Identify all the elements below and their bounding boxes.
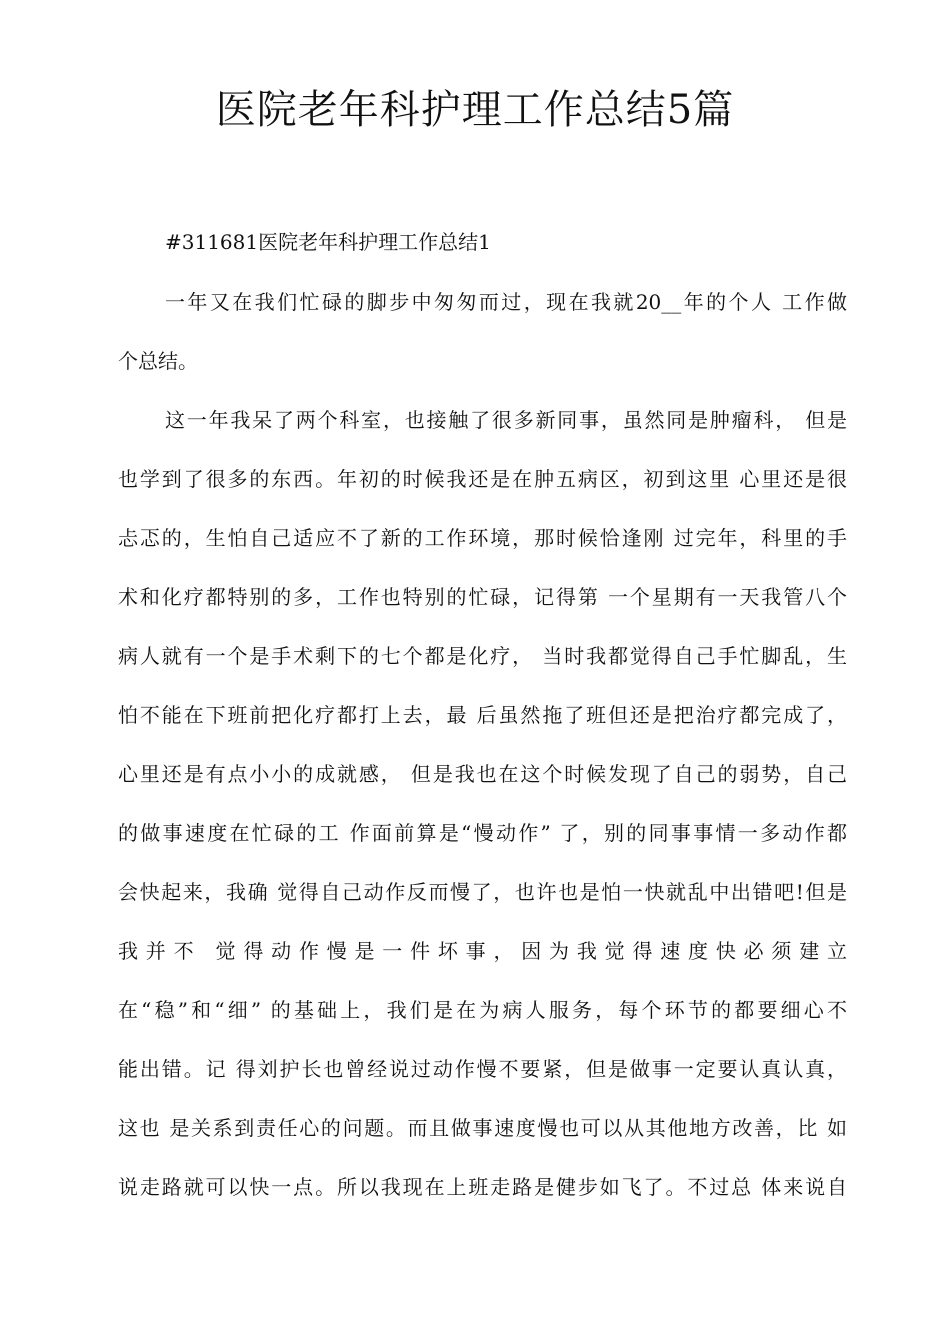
paragraph-line: 在“稳”和“细” 的基础上，我们是在为病人服务，每个环节的都要细心不 (118, 998, 847, 1022)
paragraph-line: 心里还是有点小小的成就感， 但是我也在这个时候发现了自己的弱势，自己 (118, 762, 847, 786)
paragraph-line: 忐忑的，生怕自己适应不了新的工作环境，那时候恰逢刚 过完年，科里的手 (118, 526, 847, 550)
paragraph-line: 怕不能在下班前把化疗都打上去，最 后虽然拖了班但还是把治疗都完成了， (118, 703, 847, 727)
paragraph-line: 病人就有一个是手术剩下的七个都是化疗， 当时我都觉得自己手忙脚乱，生 (118, 644, 847, 668)
page-title: 医院老年科护理工作总结5篇 (215, 87, 735, 133)
paragraph-line: 我并不 觉得动作慢是一件坏事，因为我觉得速度快必须建立 (118, 939, 847, 963)
paragraph-line: 这也 是关系到责任心的问题。而且做事速度慢也可以从其他地方改善，比 如 (118, 1116, 847, 1140)
paragraph-line: 个总结。 (118, 349, 198, 373)
paragraph-line: 能出错。记 得刘护长也曾经说过动作慢不要紧，但是做事一定要认真认真， (118, 1057, 847, 1081)
paragraph-line: 也学到了很多的东西。年初的时候我还是在肿五病区，初到这里 心里还是很 (118, 467, 847, 491)
paragraph-line: 说走路就可以快一点。所以我现在上班走路是健步如飞了。不过总 体来说自 (118, 1175, 847, 1199)
paragraph-line: 的做事速度在忙碌的工 作面前算是“慢动作” 了，别的同事事情一多动作都 (118, 821, 847, 845)
paragraph-line: 这一年我呆了两个科室，也接触了很多新同事，虽然同是肿瘤科， 但是 (165, 408, 847, 432)
paragraph-line: 术和化疗都特别的多，工作也特别的忙碌，记得第 一个星期有一天我管八个 (118, 585, 847, 609)
paragraph-line: 一年又在我们忙碌的脚步中匆匆而过，现在我就20__年的个人 工作做 (165, 290, 847, 314)
paragraph-line: 会快起来，我确 觉得自己动作反而慢了，也许也是怕一快就乱中出错吧!但是 (118, 880, 847, 904)
section-heading: #311681医院老年科护理工作总结1 (165, 230, 491, 254)
